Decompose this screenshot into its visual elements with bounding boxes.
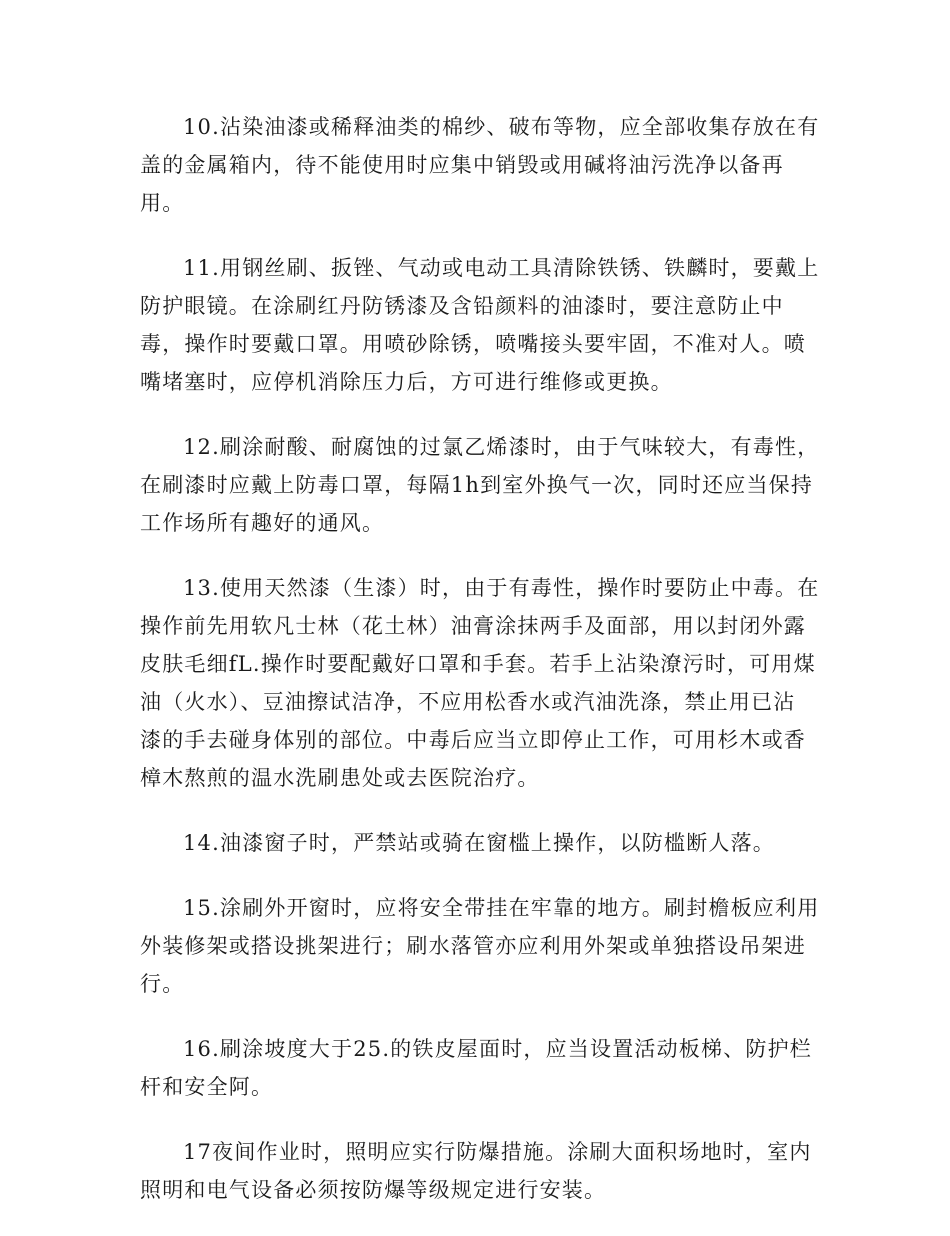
paragraph-line: 毒，操作时要戴口罩。用喷砂除锈，喷嘴接头要牢固，不准对人。喷 — [140, 332, 806, 356]
document-body — [140, 108, 820, 1236]
paragraph-line: 外装修架或搭设挑架进行；刷水落管亦应利用外架或单独搭设吊架进 — [140, 934, 806, 958]
paragraph — [140, 428, 820, 542]
paragraph-line: 防护眼镜。在涂刷红丹防锈漆及含铅颜料的油漆时，要注意防止中 — [140, 294, 784, 318]
paragraph — [140, 249, 820, 401]
paragraph-line: 嘴堵塞时，应停机消除压力后，方可进行维修或更换。 — [140, 370, 673, 394]
paragraph-line: 10.沾染油漆或稀释油类的棉纱、破布等物，应全部收集存放在有 — [183, 115, 820, 139]
paragraph-line: 15.涂刷外开窗时，应将安全带挂在牢靠的地方。刷封檐板应利用 — [183, 896, 820, 920]
paragraph-line: 14.油漆窗子时，严禁站或骑在窗槛上操作，以防槛断人落。 — [183, 831, 775, 855]
paragraph-line: 用。 — [140, 191, 185, 215]
paragraph-line: 樟木熬煎的温水洗刷患处或去医院治疗。 — [140, 766, 540, 790]
paragraph-line: 油（火水）、豆油擦试洁净，不应用松香水或汽油洗涤，禁止用已沾 — [140, 690, 796, 714]
paragraph-line: 杆和安全阿。 — [140, 1075, 274, 1099]
paragraph-line: 13.使用天然漆（生漆）时，由于有毒性，操作时要防止中毒。在 — [183, 576, 820, 600]
paragraph-line: 17夜间作业时，照明应实行防爆措施。涂刷大面积场地时，室内 — [183, 1140, 812, 1164]
paragraph-line: 11.用钢丝刷、扳锉、气动或电动工具清除铁锈、铁麟时，要戴上 — [183, 256, 820, 280]
paragraph-line: 盖的金属箱内，待不能使用时应集中销毁或用碱将油污洗净以备再 — [140, 153, 784, 177]
paragraph — [140, 824, 812, 862]
paragraph-line: 12.刷涂耐酸、耐腐蚀的过氯乙烯漆时，由于气味较大，有毒性， — [183, 435, 820, 459]
paragraph-line: 皮肤毛细fL.操作时要配戴好口罩和手套。若手上沾染潦污时，可用煤 — [140, 652, 816, 676]
paragraph-line: 漆的手去碰身体别的部位。中毒后应当立即停止工作，可用杉木或香 — [140, 728, 806, 752]
paragraph-line: 16.刷涂坡度大于25.的铁皮屋面时，应当设置活动板梯、防护栏 — [183, 1037, 812, 1061]
paragraph-line: 在刷漆时应戴上防毒口罩，每隔1h到室外换气一次，同时还应当保持 — [140, 473, 814, 497]
paragraph-line: 照明和电气设备必须按防爆等级规定进行安装。 — [140, 1178, 607, 1202]
paragraph-line: 行。 — [140, 972, 185, 996]
paragraph-line: 工作场所有趣好的通风。 — [140, 511, 385, 535]
paragraph — [140, 108, 820, 222]
paragraph — [140, 889, 820, 1003]
paragraph — [140, 1030, 812, 1106]
paragraph-line: 操作前先用软凡士林（花土林）油膏涂抹两手及面部，用以封闭外露 — [140, 614, 806, 638]
paragraph — [140, 1133, 812, 1209]
paragraph — [140, 569, 820, 797]
